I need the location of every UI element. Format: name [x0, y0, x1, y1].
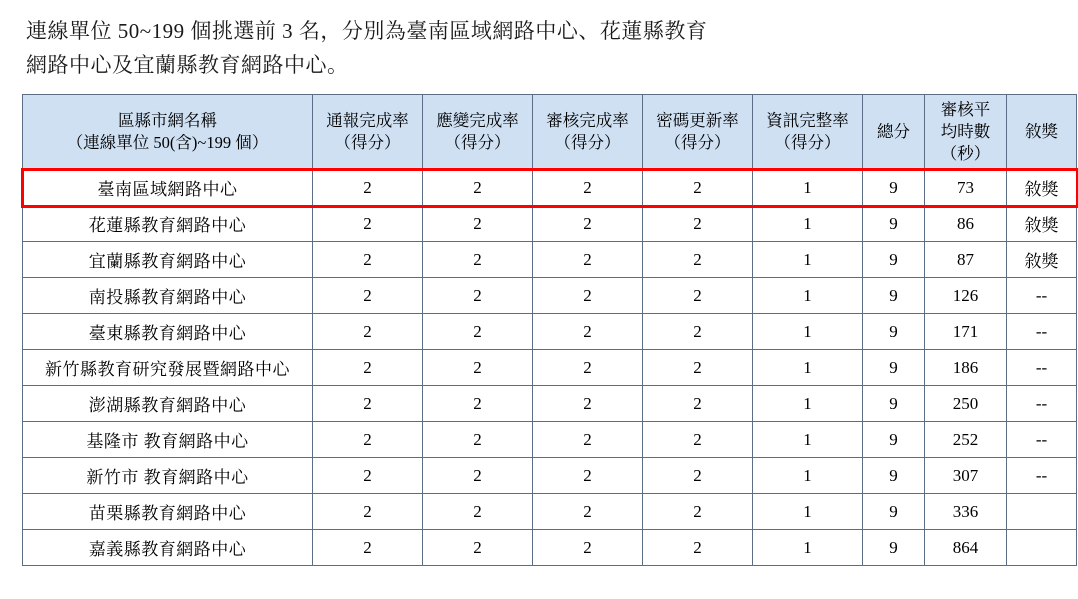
cell-review-rate: 2 [533, 422, 643, 458]
col-header-review-rate [533, 95, 643, 170]
col-header-info-rate-line1: 資訊完整率 [766, 110, 849, 130]
cell-report-rate: 2 [313, 422, 423, 458]
cell-avg-time: 336 [925, 494, 1007, 530]
cell-total: 9 [863, 314, 925, 350]
cell-report-rate: 2 [313, 170, 423, 206]
cell-info-rate: 1 [753, 458, 863, 494]
cell-total: 9 [863, 494, 925, 530]
cell-response-rate: 2 [423, 386, 533, 422]
cell-info-rate: 1 [753, 494, 863, 530]
col-header-password-rate [643, 95, 753, 170]
cell-avg-time: 186 [925, 350, 1007, 386]
table-row [23, 458, 1077, 494]
cell-name: 澎湖縣教育網路中心 [23, 386, 313, 422]
table-body [23, 170, 1077, 566]
cell-report-rate: 2 [313, 458, 423, 494]
cell-award: -- [1007, 314, 1077, 350]
score-table [22, 94, 1077, 566]
table-row [23, 242, 1077, 278]
cell-name: 新竹市 教育網路中心 [23, 458, 313, 494]
cell-info-rate: 1 [753, 278, 863, 314]
table-row [23, 206, 1077, 242]
cell-award: 敘獎 [1007, 242, 1077, 278]
cell-password-rate: 2 [643, 170, 753, 206]
cell-review-rate: 2 [533, 170, 643, 206]
cell-award [1007, 530, 1077, 566]
col-header-response-rate [423, 95, 533, 170]
col-header-password-rate-line2: （得分） [664, 133, 731, 153]
cell-total: 9 [863, 350, 925, 386]
cell-award: 敘獎 [1007, 206, 1077, 242]
cell-avg-time: 250 [925, 386, 1007, 422]
col-header-name [23, 95, 313, 170]
cell-total: 9 [863, 530, 925, 566]
table-row [23, 170, 1077, 206]
cell-avg-time: 864 [925, 530, 1007, 566]
cell-award: -- [1007, 278, 1077, 314]
table-row [23, 386, 1077, 422]
cell-review-rate: 2 [533, 350, 643, 386]
cell-report-rate: 2 [313, 530, 423, 566]
cell-review-rate: 2 [533, 206, 643, 242]
cell-name: 基隆市 教育網路中心 [23, 422, 313, 458]
cell-info-rate: 1 [753, 242, 863, 278]
cell-password-rate: 2 [643, 422, 753, 458]
cell-name: 臺南區域網路中心 [23, 170, 313, 206]
cell-review-rate: 2 [533, 278, 643, 314]
cell-avg-time: 73 [925, 170, 1007, 206]
col-header-name-line2: （連線單位 50(含)~199 個） [66, 133, 269, 153]
cell-report-rate: 2 [313, 206, 423, 242]
table-row [23, 494, 1077, 530]
cell-info-rate: 1 [753, 170, 863, 206]
cell-avg-time: 171 [925, 314, 1007, 350]
col-header-report-rate [313, 95, 423, 170]
cell-response-rate: 2 [423, 350, 533, 386]
cell-password-rate: 2 [643, 494, 753, 530]
cell-review-rate: 2 [533, 314, 643, 350]
col-header-password-rate-line1: 密碼更新率 [656, 110, 739, 130]
cell-password-rate: 2 [643, 278, 753, 314]
cell-info-rate: 1 [753, 530, 863, 566]
cell-report-rate: 2 [313, 494, 423, 530]
cell-report-rate: 2 [313, 278, 423, 314]
col-header-avg-time-line3: （秒） [940, 144, 991, 164]
table-row [23, 314, 1077, 350]
cell-response-rate: 2 [423, 278, 533, 314]
intro-line-2: 網路中心及宜蘭縣教育網路中心。 [26, 53, 349, 78]
cell-info-rate: 1 [753, 314, 863, 350]
cell-name: 花蓮縣教育網路中心 [23, 206, 313, 242]
col-header-total [863, 95, 925, 170]
cell-review-rate: 2 [533, 386, 643, 422]
table-row [23, 530, 1077, 566]
cell-report-rate: 2 [313, 386, 423, 422]
table-row [23, 422, 1077, 458]
cell-review-rate: 2 [533, 242, 643, 278]
cell-name: 宜蘭縣教育網路中心 [23, 242, 313, 278]
cell-total: 9 [863, 422, 925, 458]
col-header-award [1007, 95, 1077, 170]
cell-total: 9 [863, 278, 925, 314]
cell-password-rate: 2 [643, 458, 753, 494]
cell-response-rate: 2 [423, 314, 533, 350]
cell-password-rate: 2 [643, 530, 753, 566]
col-header-name-line1: 區縣市網名稱 [118, 110, 217, 130]
col-header-review-rate-line2: （得分） [554, 133, 621, 153]
cell-award: -- [1007, 458, 1077, 494]
cell-info-rate: 1 [753, 206, 863, 242]
cell-total: 9 [863, 458, 925, 494]
cell-avg-time: 87 [925, 242, 1007, 278]
cell-total: 9 [863, 242, 925, 278]
cell-award: 敘獎 [1007, 170, 1077, 206]
cell-info-rate: 1 [753, 422, 863, 458]
cell-response-rate: 2 [423, 494, 533, 530]
col-header-award-line1: 敘獎 [1025, 121, 1058, 141]
cell-password-rate: 2 [643, 206, 753, 242]
cell-total: 9 [863, 386, 925, 422]
col-header-review-rate-line1: 審核完成率 [546, 110, 629, 130]
cell-name: 苗栗縣教育網路中心 [23, 494, 313, 530]
col-header-response-rate-line2: （得分） [444, 133, 511, 153]
cell-review-rate: 2 [533, 530, 643, 566]
cell-report-rate: 2 [313, 350, 423, 386]
cell-password-rate: 2 [643, 314, 753, 350]
cell-response-rate: 2 [423, 422, 533, 458]
cell-name: 新竹縣教育研究發展暨網路中心 [23, 350, 313, 386]
intro-line-1: 連線單位 50~199 個挑選前 3 名，分別為臺南區域網路中心、花蓮縣教育 [26, 19, 708, 43]
cell-award: -- [1007, 422, 1077, 458]
cell-award [1007, 494, 1077, 530]
col-header-report-rate-line1: 通報完成率 [326, 110, 409, 130]
table-header-row [23, 95, 1077, 170]
intro-paragraph [26, 14, 1056, 82]
col-header-info-rate-line2: （得分） [774, 133, 841, 153]
cell-report-rate: 2 [313, 314, 423, 350]
col-header-report-rate-line2: （得分） [334, 133, 401, 153]
cell-response-rate: 2 [423, 170, 533, 206]
col-header-response-rate-line1: 應變完成率 [436, 110, 519, 130]
col-header-total-line1: 總分 [877, 121, 910, 141]
cell-review-rate: 2 [533, 458, 643, 494]
table-head [23, 95, 1077, 170]
cell-review-rate: 2 [533, 494, 643, 530]
cell-response-rate: 2 [423, 206, 533, 242]
cell-avg-time: 307 [925, 458, 1007, 494]
cell-password-rate: 2 [643, 386, 753, 422]
cell-response-rate: 2 [423, 242, 533, 278]
cell-total: 9 [863, 170, 925, 206]
cell-name: 臺東縣教育網路中心 [23, 314, 313, 350]
cell-report-rate: 2 [313, 242, 423, 278]
cell-info-rate: 1 [753, 386, 863, 422]
cell-password-rate: 2 [643, 350, 753, 386]
cell-info-rate: 1 [753, 350, 863, 386]
cell-response-rate: 2 [423, 458, 533, 494]
table-wrapper [22, 94, 1059, 566]
cell-avg-time: 126 [925, 278, 1007, 314]
col-header-avg-time-line1: 審核平 [940, 99, 991, 119]
cell-name: 南投縣教育網路中心 [23, 278, 313, 314]
col-header-avg-time-line2: 均時數 [940, 121, 991, 141]
cell-avg-time: 252 [925, 422, 1007, 458]
cell-avg-time: 86 [925, 206, 1007, 242]
cell-response-rate: 2 [423, 530, 533, 566]
cell-name: 嘉義縣教育網路中心 [23, 530, 313, 566]
table-row [23, 278, 1077, 314]
cell-password-rate: 2 [643, 242, 753, 278]
cell-award: -- [1007, 350, 1077, 386]
cell-total: 9 [863, 206, 925, 242]
table-row [23, 350, 1077, 386]
col-header-avg-time [925, 95, 1007, 170]
col-header-info-rate [753, 95, 863, 170]
cell-award: -- [1007, 386, 1077, 422]
